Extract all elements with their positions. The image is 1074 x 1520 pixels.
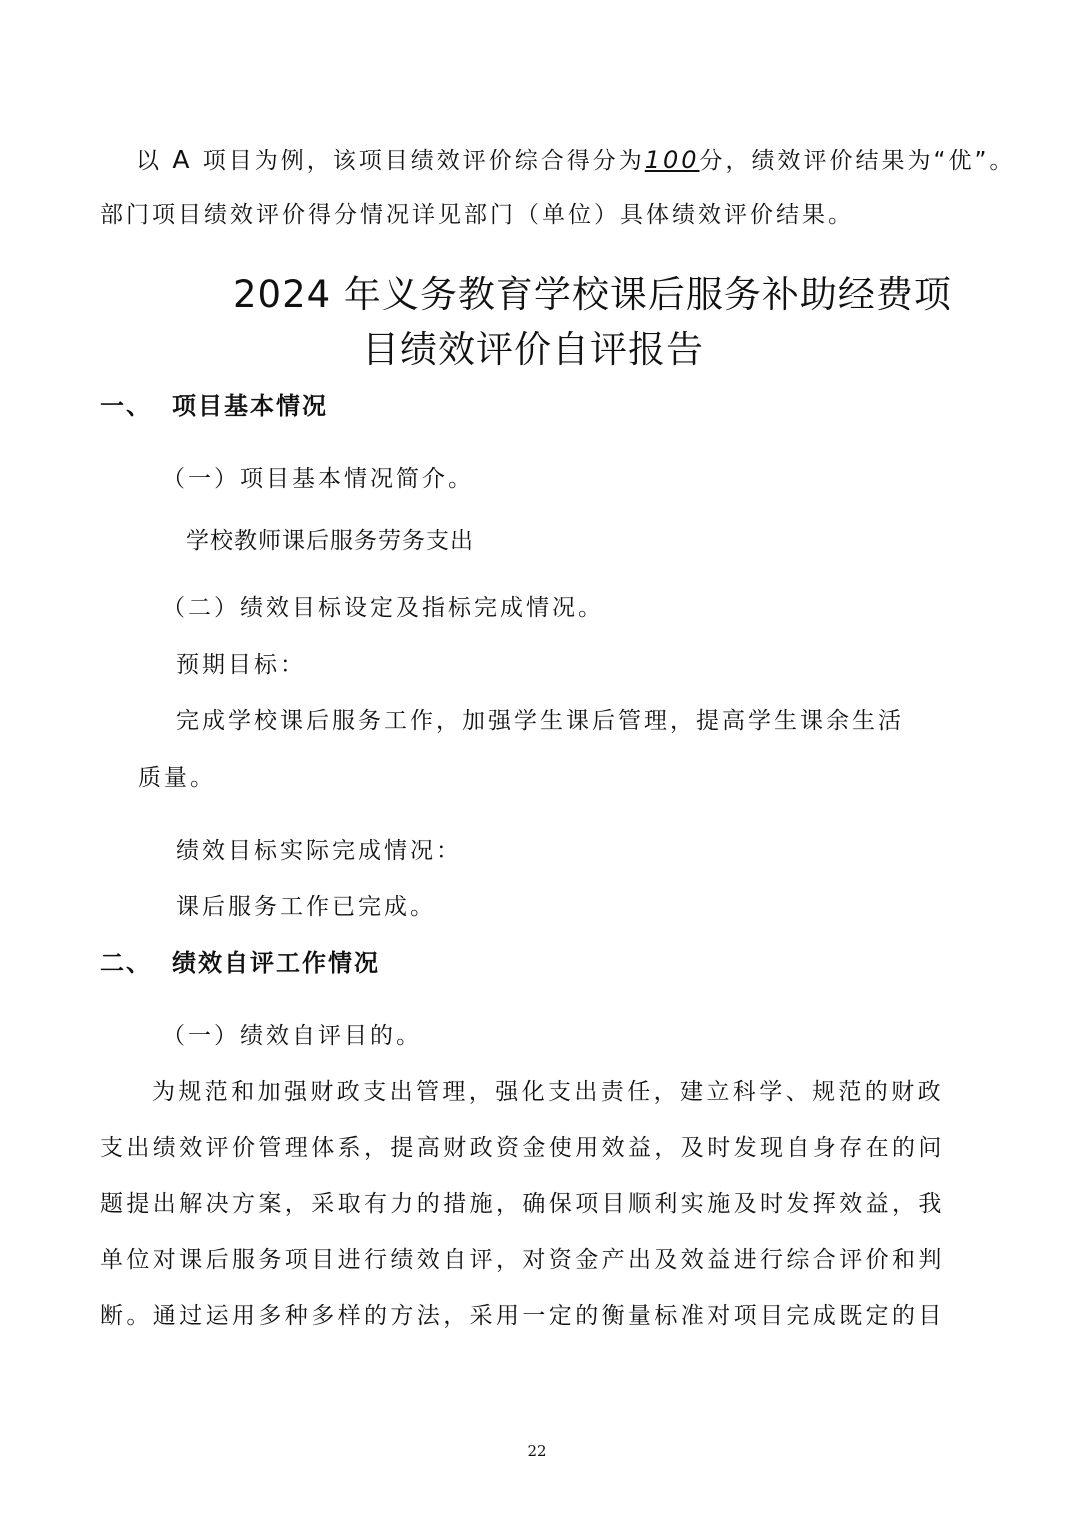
expected-target-label: 预期目标： bbox=[176, 652, 306, 678]
section-1-sub-1-body: 学校教师课后服务劳务支出 bbox=[186, 528, 474, 554]
intro-score: 100 bbox=[644, 146, 700, 174]
section-2-para-line: 题提出解决方案，采取有力的措施，确保项目顺利实施及时发挥效益，我 bbox=[100, 1191, 945, 1217]
section-2-heading bbox=[100, 948, 380, 978]
intro-line-1-after: 分，绩效评价结果为“优”。 bbox=[699, 148, 1016, 174]
section-1-sub-1-heading: （一）项目基本情况简介。 bbox=[162, 466, 474, 492]
section-2-para-line: 单位对课后服务项目进行绩效自评，对资金产出及效益进行综合评价和判 bbox=[100, 1247, 945, 1273]
section-2-number: 二、 bbox=[100, 949, 152, 977]
intro-line-2: 部门项目绩效评价得分情况详见部门（单位）具体绩效评价结果。 bbox=[100, 202, 854, 228]
expected-target-line-1: 完成学校课后服务工作，加强学生课后管理，提高学生课余生活 bbox=[176, 708, 904, 734]
expected-target-line-2: 质量。 bbox=[138, 765, 216, 791]
section-2-title: 绩效自评工作情况 bbox=[172, 949, 380, 977]
section-2-sub-1-heading: （一）绩效自评目的。 bbox=[162, 1023, 422, 1049]
actual-completion-label: 绩效目标实际完成情况： bbox=[176, 838, 462, 864]
section-1-heading bbox=[100, 391, 328, 421]
intro-line-1 bbox=[136, 145, 1015, 176]
intro-line-1-before: 以 bbox=[136, 148, 162, 174]
intro-line-1-letter: A bbox=[172, 145, 193, 174]
section-2-para-line: 断。通过运用多种多样的方法，采用一定的衡量标准对项目完成既定的目 bbox=[100, 1303, 945, 1329]
section-2-para-line: 支出绩效评价管理体系，提高财政资金使用效益，及时发现自身存在的问 bbox=[100, 1135, 945, 1161]
section-2-para-line: 为规范和加强财政支出管理，强化支出责任，建立科学、规范的财政 bbox=[152, 1079, 944, 1105]
report-title-line-2: 目绩效评价自评报告 bbox=[362, 328, 704, 371]
section-1-number: 一、 bbox=[100, 392, 152, 420]
section-1-title: 项目基本情况 bbox=[172, 392, 328, 420]
page-number: 22 bbox=[527, 1442, 547, 1460]
section-1-sub-2-heading: （二）绩效目标设定及指标完成情况。 bbox=[162, 595, 604, 621]
actual-completion-body: 课后服务工作已完成。 bbox=[176, 894, 436, 920]
report-title-line-1: 2024 年义务教育学校课后服务补助经费项 bbox=[233, 273, 952, 316]
intro-line-1-middle: 项目为例，该项目绩效评价综合得分为 bbox=[202, 148, 645, 174]
